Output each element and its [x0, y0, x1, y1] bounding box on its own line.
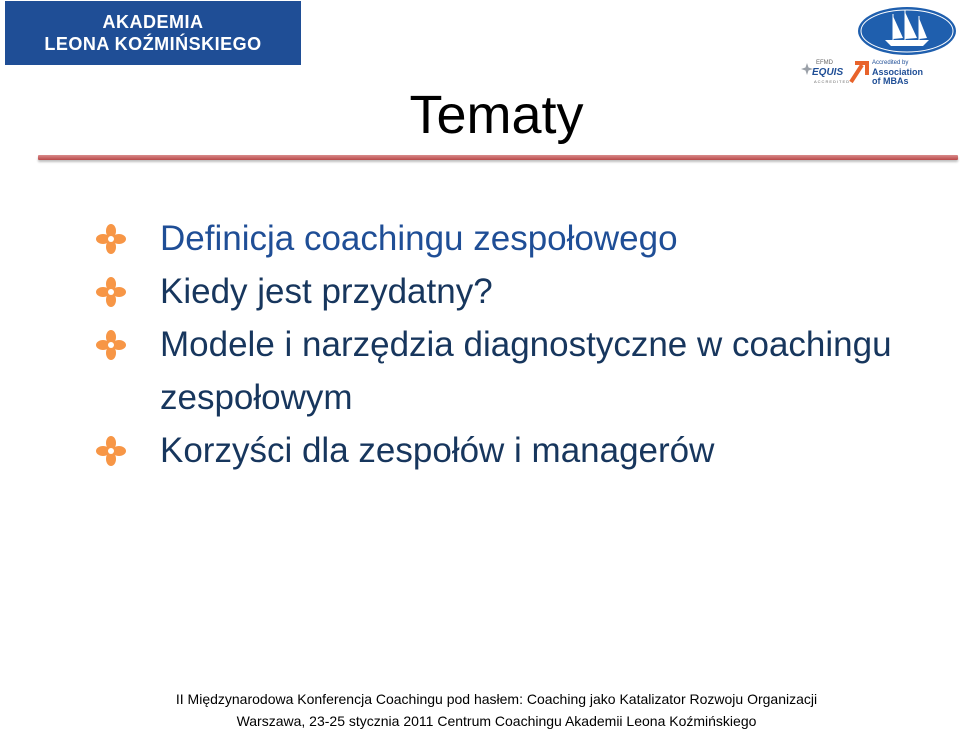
- amba-accredited-by: Accredited by: [872, 60, 909, 66]
- title-divider: [38, 155, 958, 160]
- footer-line-2: Warszawa, 23-25 stycznia 2011 Centrum Coachingu Akademii Leona Koźmińskiego: [236, 713, 757, 729]
- logo-line-1: AKADEMIA: [102, 12, 204, 32]
- amba-line-1: Association: [872, 67, 924, 77]
- bullet-item: [96, 212, 916, 265]
- equis-label: EQUIS: [812, 67, 844, 78]
- bullet-item: [96, 424, 916, 477]
- logo-line-2: LEONA KOŹMIŃSKIEGO: [44, 34, 262, 54]
- amba-arrow-icon: [848, 60, 870, 84]
- equis-sub-label: ACCREDITED: [814, 79, 851, 84]
- ship-emblem-icon: [857, 6, 957, 56]
- bullet-text: Modele i narzędzia diagnostyczne w coachingu zespołowym: [160, 325, 892, 417]
- quatrefoil-bullet-icon: [96, 330, 126, 360]
- quatrefoil-bullet-icon: [96, 436, 126, 466]
- bullet-text: Korzyści dla zespołów i managerów: [160, 431, 715, 470]
- slide-title: Tematy: [409, 85, 584, 145]
- bullet-item: [96, 318, 916, 424]
- quatrefoil-bullet-icon: [96, 224, 126, 254]
- akademia-logo: [5, 1, 301, 65]
- bullet-text: Definicja coachingu zespołowego: [160, 219, 678, 258]
- efmd-label: EFMD: [816, 60, 833, 66]
- footer: [0, 688, 960, 732]
- amba-line-2: of MBAs: [872, 76, 909, 86]
- bullet-text: Kiedy jest przydatny?: [160, 272, 493, 311]
- slide-title-wrap: [0, 82, 960, 148]
- footer-line-1: II Międzynarodowa Konferencja Coachingu pod hasłem: Coaching jako Katalizator Rozwoju Organizacji: [175, 691, 818, 707]
- bullet-list: [96, 212, 916, 477]
- bullet-item: [96, 265, 916, 318]
- quatrefoil-bullet-icon: [96, 277, 126, 307]
